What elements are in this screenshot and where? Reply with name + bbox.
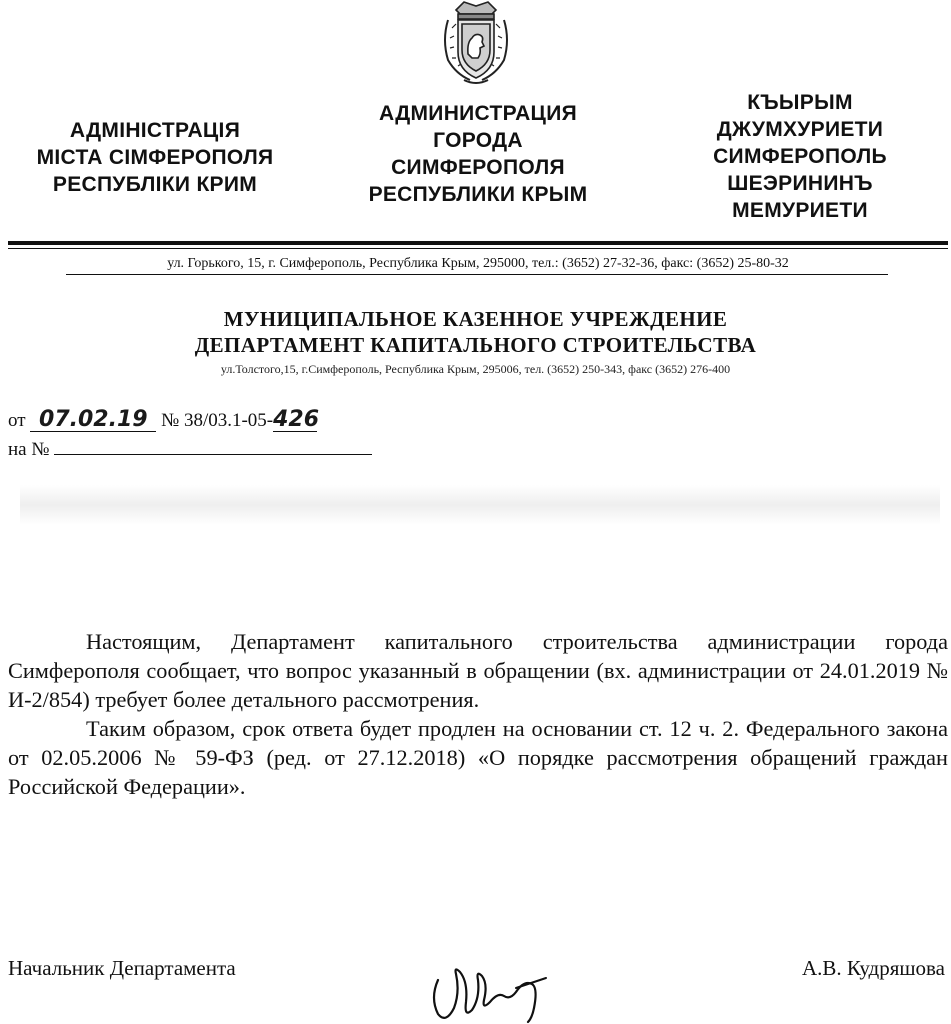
reply-blank — [54, 436, 372, 455]
letterhead-line: РЕСПУБЛІКИ КРИМ — [52, 173, 258, 196]
handwritten-signature — [424, 958, 554, 1024]
letterhead-line: КЪЫРЫМ — [747, 91, 853, 114]
handwritten-date: 07.02.19 — [30, 409, 156, 432]
letterhead-line: СИМФЕРОПОЛЯ — [391, 156, 565, 179]
letterhead-line: МІСТА СІМФЕРОПОЛЯ — [36, 146, 274, 169]
number-label: № 38/03.1-05- — [161, 410, 274, 431]
reply-line — [8, 436, 372, 461]
body-paragraph: Таким образом, срок ответа будет продлен на основании ст. 12 ч. 2. Федерального закона от 02.05.2006 № 59-ФЗ (ред. от 27.12.2018) «О порядке рассмотрения обращений граждан Российской Федерации». — [8, 716, 948, 799]
letterhead-russian — [338, 100, 618, 208]
letterhead-ukrainian — [10, 117, 300, 198]
department-address: ул.Толстого,15, г.Симферополь, Республика Крым, 295006, тел. (3652) 250-343, факс (3652) 276-400 — [220, 362, 731, 376]
handwritten-number: 426 — [273, 407, 320, 432]
letterhead-line: АДМИНИСТРАЦИЯ — [379, 102, 577, 125]
department-line-2: ДЕПАРТАМЕНТ КАПИТАЛЬНОГО СТРОИТЕЛЬСТВА — [194, 333, 757, 357]
letterhead-line: СИМФЕРОПОЛЬ — [713, 145, 887, 168]
letterhead-address: ул. Горького, 15, г. Симферополь, Республика Крым, 295000, тел.: (3652) 27-32-36, факс: (3652) 25-80-32 — [167, 256, 789, 271]
reply-label: на № — [8, 439, 50, 460]
body-paragraph: Настоящим, Департамент капитального строительства администрации города Симферополя сообщает, что вопрос указанный в обращении (вх. администрации от 24.01.2019 № И-2/854) требует более детального рассмотрения. — [8, 629, 948, 712]
letter-body — [8, 627, 948, 801]
address-underline — [66, 274, 888, 275]
signatory-name: А.В. Кудряшова — [801, 956, 945, 980]
letterhead-line: ДЖУМХУРИЕТИ — [716, 118, 884, 141]
letterhead-line: АДМІНІСТРАЦІЯ — [69, 119, 241, 142]
letterhead-crimean-tatar — [680, 89, 920, 224]
letterhead-divider — [8, 241, 948, 245]
letterhead-line: РЕСПУБЛИКИ КРЫМ — [368, 183, 588, 206]
department-line-1: МУНИЦИПАЛЬНОЕ КАЗЕННОЕ УЧРЕЖДЕНИЕ — [223, 307, 728, 331]
letterhead-divider-thin — [8, 248, 948, 249]
coat-of-arms-icon — [434, 0, 518, 86]
letterhead-line: ГОРОДА — [433, 129, 523, 152]
letterhead-line: МЕМУРИЕТИ — [732, 199, 868, 222]
scan-smudge — [20, 485, 940, 525]
registration-line — [8, 407, 320, 432]
signatory-title: Начальник Департамента — [8, 956, 236, 980]
letterhead-line: ШЕЭРИНИНЪ — [727, 172, 873, 195]
department-title — [0, 306, 951, 358]
from-label: от — [8, 410, 26, 431]
